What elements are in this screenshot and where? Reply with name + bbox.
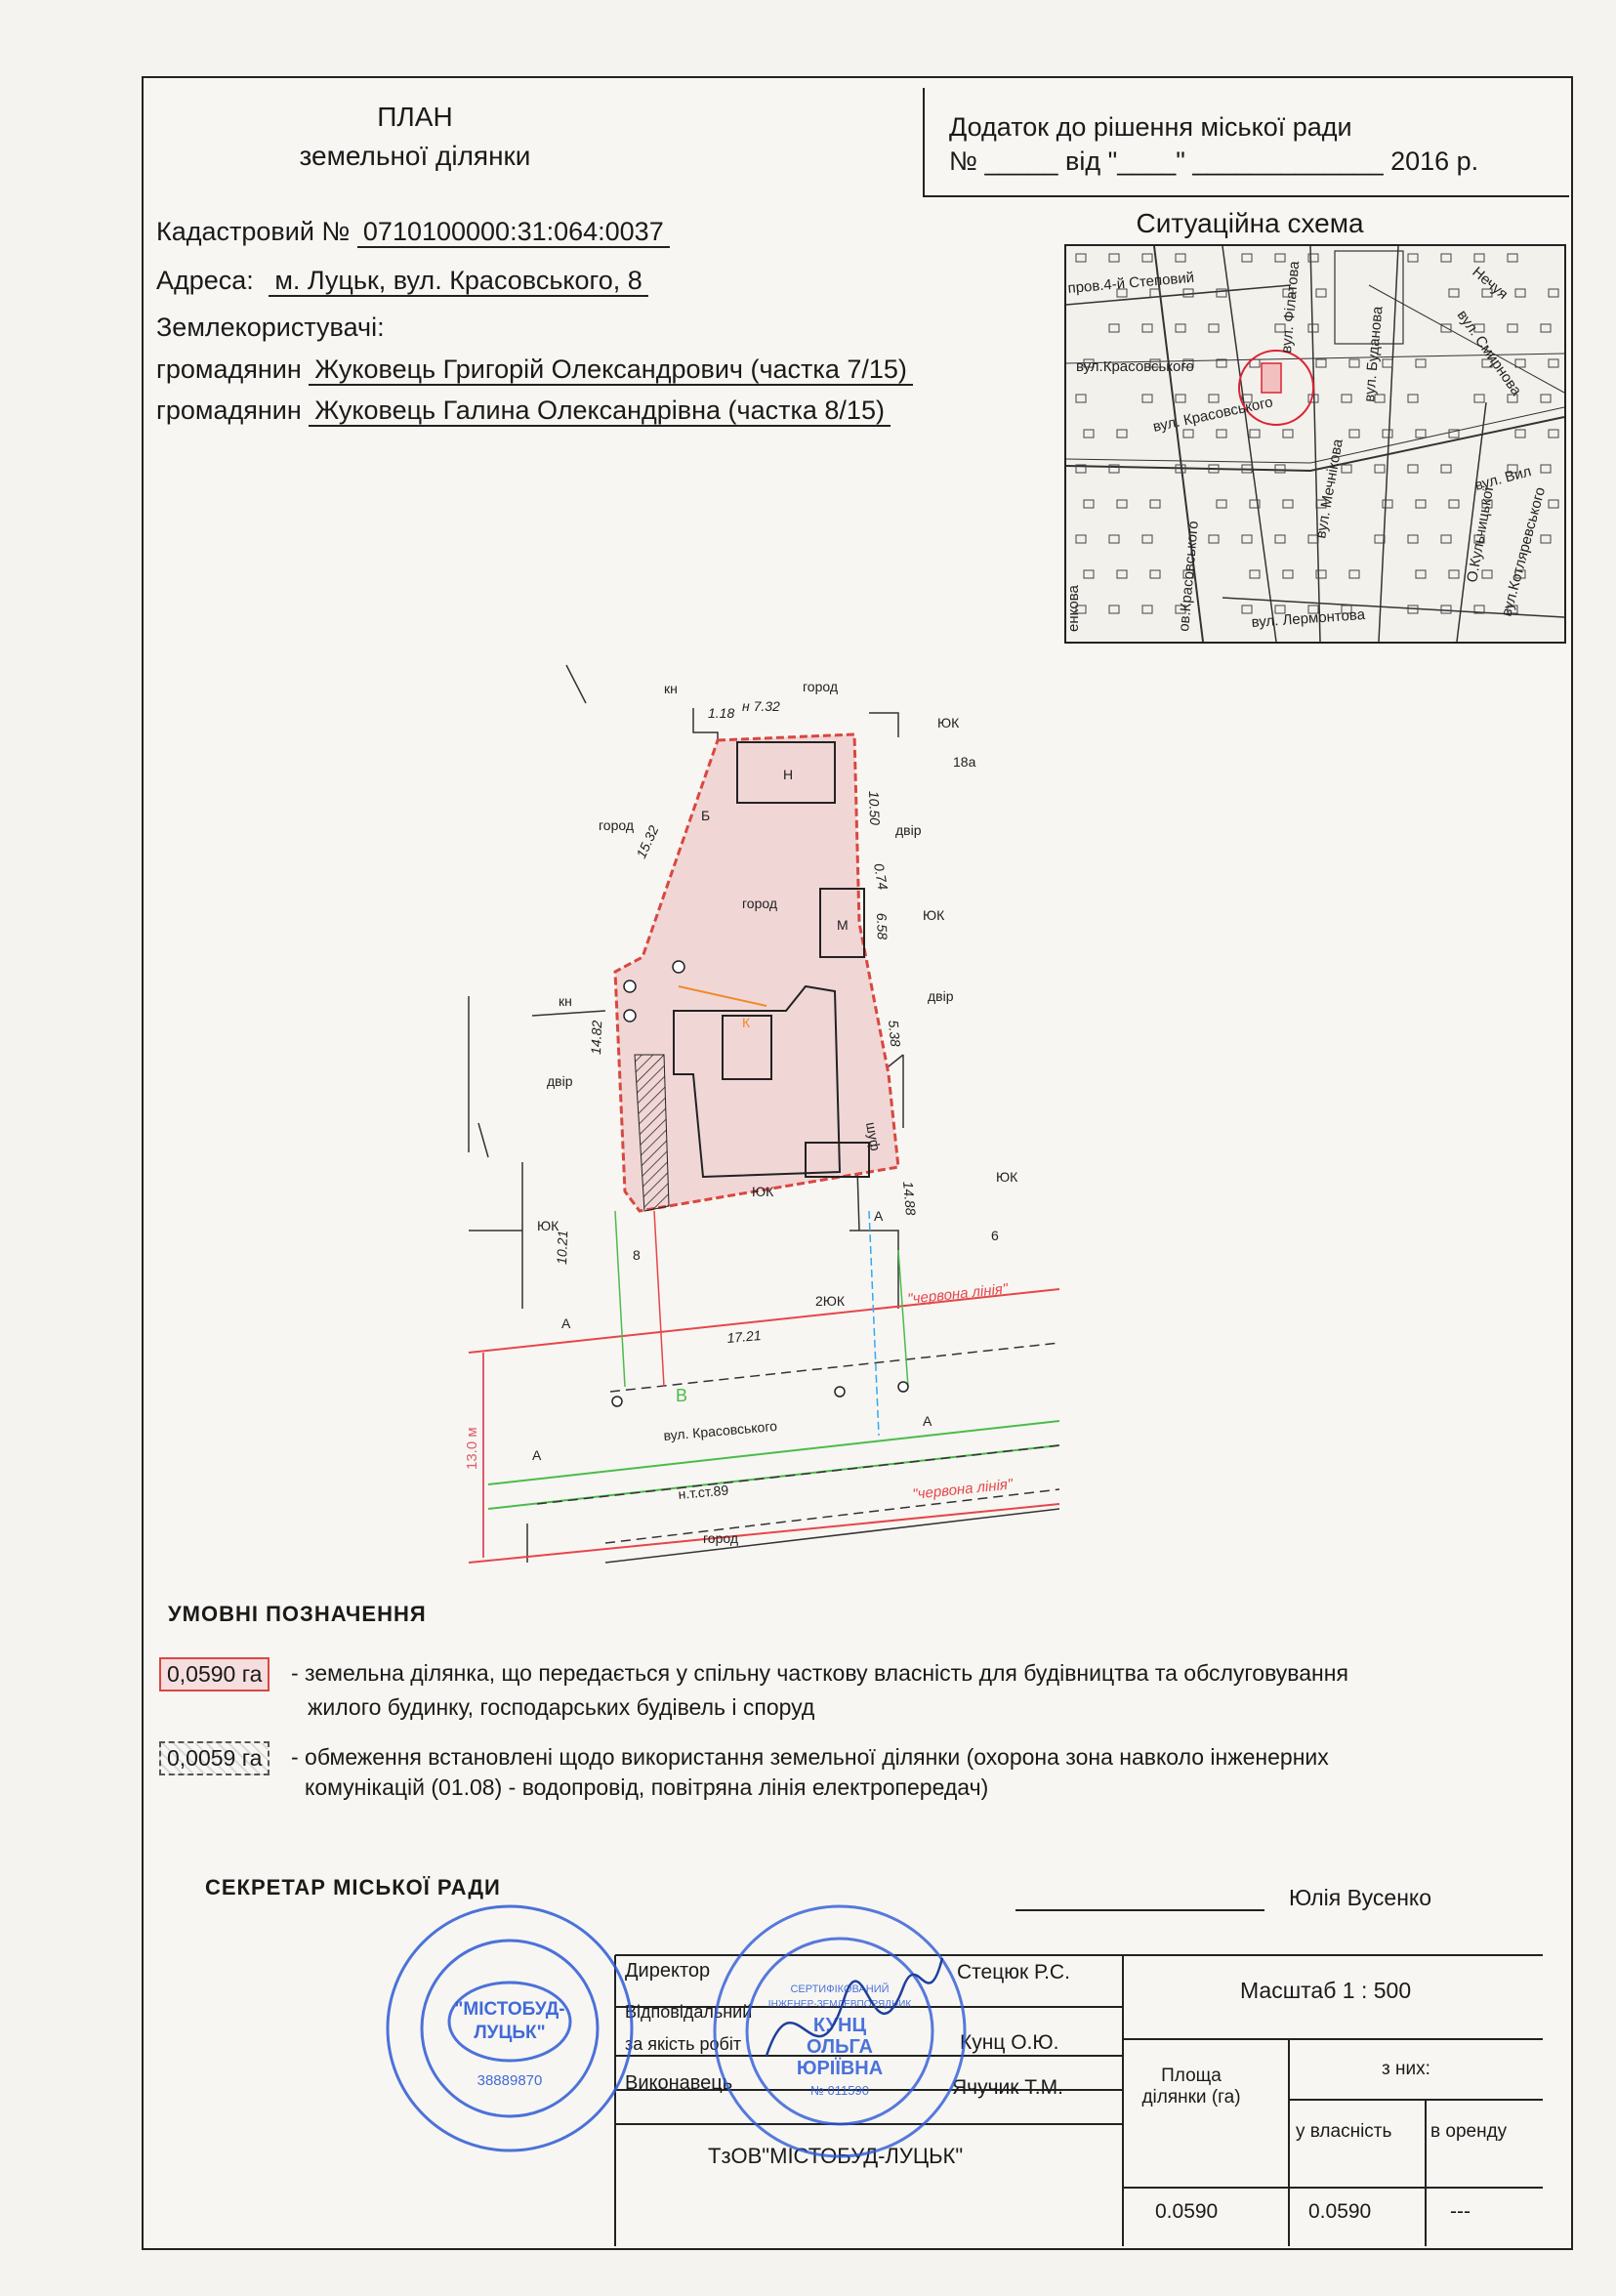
map-house-74 bbox=[1375, 465, 1385, 473]
of-them-label: з них: bbox=[1382, 2059, 1430, 2079]
executor-name: Ячучик Т.М. bbox=[952, 2076, 1063, 2099]
map-house-52 bbox=[1474, 395, 1484, 402]
map-house-72 bbox=[1275, 465, 1285, 473]
map-house-5 bbox=[1275, 254, 1285, 262]
parcel-plan bbox=[464, 664, 1094, 1582]
map-house-59 bbox=[1250, 430, 1260, 438]
map-house-30 bbox=[1541, 324, 1551, 332]
map-house-119 bbox=[1242, 605, 1252, 613]
lease-label: в оренду bbox=[1430, 2121, 1508, 2142]
dim-top1: 1.18 bbox=[708, 705, 735, 721]
seal2-center1: СЕРТИФІКОВАНИЙ bbox=[790, 1983, 890, 1995]
executor-label: Виконавець bbox=[625, 2072, 733, 2094]
label-yuk-far-right: ЮК bbox=[996, 1169, 1018, 1185]
label-dvir1: двір bbox=[895, 822, 922, 838]
map-house-54 bbox=[1541, 395, 1551, 402]
legend-item1-text2: жилого будинку, господарських будівель і споруд bbox=[308, 1694, 815, 1720]
map-house-46 bbox=[1209, 395, 1219, 402]
map-house-75 bbox=[1408, 465, 1418, 473]
map-house-9 bbox=[1474, 254, 1484, 262]
address-value: м. Луцьк, вул. Красовського, 8 bbox=[269, 266, 647, 297]
address-label: Адреса: bbox=[156, 266, 254, 295]
user2-name: Жуковець Галина Олександрівна (частка 8/15) bbox=[309, 396, 891, 427]
map-house-104 bbox=[1117, 570, 1127, 578]
user2-prefix: громадянин bbox=[156, 396, 302, 425]
label-gorod-center: город bbox=[742, 896, 778, 911]
map-house-65 bbox=[1515, 430, 1525, 438]
situation-title: Ситуаційна схема bbox=[1136, 208, 1364, 238]
label-2yuk: 2ЮК bbox=[815, 1293, 846, 1309]
seal1-code: 38889870 bbox=[477, 2072, 543, 2089]
area-header: Площа ділянки (га) bbox=[1141, 2066, 1241, 2108]
dim-14-82: 14.82 bbox=[588, 1020, 605, 1056]
map-house-100 bbox=[1441, 535, 1451, 543]
label-a-left: А bbox=[561, 1315, 571, 1331]
map-house-63 bbox=[1416, 430, 1426, 438]
label-kn1: кн bbox=[664, 681, 678, 696]
label-b: Б bbox=[701, 808, 711, 823]
street-label-10: ов.Красовського bbox=[1176, 520, 1202, 633]
map-house-13 bbox=[1183, 289, 1193, 297]
label-v: В bbox=[676, 1386, 688, 1405]
label-gorod-bottom: город bbox=[703, 1530, 739, 1546]
map-house-21 bbox=[1109, 324, 1119, 332]
plan-title bbox=[254, 98, 576, 176]
map-house-102 bbox=[1541, 535, 1551, 543]
map-house-88 bbox=[1449, 500, 1459, 508]
user1-prefix: громадянин bbox=[156, 355, 302, 384]
street-label-4: вул. Лермонтова bbox=[1251, 605, 1366, 631]
map-house-3 bbox=[1176, 254, 1185, 262]
street-label-6: вул. Буданова bbox=[1361, 305, 1387, 403]
street-label-13: Нечуя bbox=[1469, 264, 1512, 304]
map-house-17 bbox=[1449, 289, 1459, 297]
label-shuf: шуф bbox=[863, 1120, 884, 1152]
map-house-23 bbox=[1176, 324, 1185, 332]
annex-box bbox=[923, 88, 1569, 197]
street-label-7: вул. Філатова bbox=[1278, 260, 1304, 355]
director-name: Стецюк Р.С. bbox=[957, 1961, 1070, 1983]
street-label-1: вул.Красовського bbox=[1076, 358, 1194, 375]
map-house-55 bbox=[1084, 430, 1094, 438]
map-house-62 bbox=[1383, 430, 1392, 438]
map-house-117 bbox=[1142, 605, 1152, 613]
map-house-24 bbox=[1209, 324, 1219, 332]
street-label-12: вул.Котляревського bbox=[1498, 485, 1550, 619]
map-house-36 bbox=[1316, 359, 1326, 367]
map-house-19 bbox=[1515, 289, 1525, 297]
map-house-4 bbox=[1242, 254, 1252, 262]
map-house-103 bbox=[1084, 570, 1094, 578]
map-house-108 bbox=[1283, 570, 1293, 578]
legend-item1-text1: - земельна ділянка, що передається у спільну часткову власність для будівництва та обслуговування bbox=[291, 1660, 1348, 1686]
map-house-116 bbox=[1109, 605, 1119, 613]
map-house-49 bbox=[1342, 395, 1351, 402]
street-label-3: вул. Мечнікова bbox=[1312, 438, 1347, 540]
street-label-5: вул. Смирнова bbox=[1453, 307, 1525, 399]
label-width-13: 13.0 м bbox=[464, 1427, 480, 1470]
area-value: 0.0590 bbox=[1155, 2200, 1219, 2223]
legend-item2-area: 0,0059 га bbox=[159, 1741, 269, 1775]
dim-top2: н 7.32 bbox=[742, 698, 780, 714]
label-yuk-main: ЮК bbox=[752, 1184, 774, 1199]
map-house-111 bbox=[1416, 570, 1426, 578]
map-house-87 bbox=[1416, 500, 1426, 508]
map-house-82 bbox=[1217, 500, 1226, 508]
map-house-42 bbox=[1549, 359, 1558, 367]
map-house-92 bbox=[1109, 535, 1119, 543]
responsible-label2: за якість робіт bbox=[625, 2034, 742, 2054]
map-house-113 bbox=[1482, 570, 1492, 578]
map-house-81 bbox=[1150, 500, 1160, 508]
company-name: ТзОВ"МІСТОБУД-ЛУЦЬК" bbox=[708, 2144, 964, 2168]
company-seal bbox=[381, 1899, 640, 2158]
seal1-center2: ЛУЦЬК" bbox=[474, 2023, 546, 2043]
legend-item2-text2: комунікацій (01.08) - водопровід, повітряна лінія електропередач) bbox=[305, 1774, 989, 1800]
map-house-79 bbox=[1084, 500, 1094, 508]
map-house-58 bbox=[1217, 430, 1226, 438]
label-ntst: н.т.ст.89 bbox=[677, 1482, 729, 1502]
map-house-45 bbox=[1176, 395, 1185, 402]
ownership-value: 0.0590 bbox=[1308, 2200, 1372, 2223]
map-house-105 bbox=[1150, 570, 1160, 578]
secretary-label: СЕКРЕТАР МІСЬКОЇ РАДИ bbox=[205, 1875, 501, 1899]
secretary-signature-line bbox=[1015, 1909, 1264, 1911]
lease-value: --- bbox=[1450, 2200, 1471, 2223]
map-house-20 bbox=[1549, 289, 1558, 297]
map-house-38 bbox=[1383, 359, 1392, 367]
street-label-0: пров.4-й Степовий bbox=[1066, 269, 1195, 297]
map-house-37 bbox=[1349, 359, 1359, 367]
map-house-78 bbox=[1541, 465, 1551, 473]
site-marker bbox=[1262, 363, 1281, 393]
legend-item2-text1: - обмеження встановлені щодо використання земельної ділянки (охорона зона навколо інженерних bbox=[291, 1744, 1329, 1770]
map-house-7 bbox=[1408, 254, 1418, 262]
label-8: 8 bbox=[633, 1247, 641, 1263]
map-house-12 bbox=[1150, 289, 1160, 297]
map-house-110 bbox=[1349, 570, 1359, 578]
map-house-22 bbox=[1142, 324, 1152, 332]
label-street: вул. Красовського bbox=[662, 1417, 778, 1443]
map-house-80 bbox=[1117, 500, 1127, 508]
seal1-center1: "МІСТОБУД- bbox=[454, 1999, 565, 2020]
map-house-124 bbox=[1441, 605, 1451, 613]
map-house-57 bbox=[1183, 430, 1193, 438]
map-house-93 bbox=[1142, 535, 1152, 543]
plan-title-line1: ПЛАН bbox=[377, 102, 453, 132]
map-house-1 bbox=[1109, 254, 1119, 262]
map-house-66 bbox=[1549, 430, 1558, 438]
map-house-29 bbox=[1508, 324, 1517, 332]
dim-14-88: 14.88 bbox=[900, 1180, 920, 1217]
label-m: М bbox=[837, 917, 849, 933]
plan-title-line2: земельної ділянки bbox=[299, 141, 531, 171]
situation-map bbox=[1064, 244, 1566, 644]
label-yuk-left: ЮК bbox=[537, 1218, 559, 1233]
label-dvir-right: двір bbox=[928, 988, 954, 1004]
label-red-line2: "червона лінія" bbox=[911, 1476, 1014, 1503]
map-house-84 bbox=[1283, 500, 1293, 508]
map-house-112 bbox=[1449, 570, 1459, 578]
map-house-26 bbox=[1308, 324, 1318, 332]
map-house-73 bbox=[1342, 465, 1351, 473]
map-house-90 bbox=[1549, 500, 1558, 508]
map-house-39 bbox=[1416, 359, 1426, 367]
label-6: 6 bbox=[991, 1228, 999, 1243]
seal2-center3: КУНЦ bbox=[812, 2015, 867, 2036]
cadastral-number: 0710100000:31:064:0037 bbox=[357, 217, 670, 248]
seal2-center6: № 011590 bbox=[810, 2083, 869, 2098]
map-house-107 bbox=[1250, 570, 1260, 578]
street-label-8: О.Кульчицької bbox=[1464, 485, 1498, 584]
dim-0-74: 0.74 bbox=[871, 861, 891, 892]
seal2-center5: ЮРІЇВНА bbox=[796, 2058, 884, 2079]
engineer-seal bbox=[708, 1899, 972, 2163]
map-house-94 bbox=[1209, 535, 1219, 543]
label-yuk-top: ЮК bbox=[937, 715, 960, 731]
label-k: К bbox=[742, 1015, 751, 1030]
cadastral-label: Кадастровий № bbox=[156, 217, 351, 246]
seal2-center4: ОЛЬГА bbox=[807, 2036, 873, 2058]
user1-field bbox=[156, 355, 913, 385]
label-dvir-left: двір bbox=[547, 1073, 573, 1089]
map-house-8 bbox=[1441, 254, 1451, 262]
map-house-76 bbox=[1441, 465, 1451, 473]
map-house-0 bbox=[1076, 254, 1086, 262]
dim-10-21: 10.21 bbox=[554, 1230, 571, 1266]
label-kn2: кн bbox=[559, 993, 572, 1009]
map-house-96 bbox=[1275, 535, 1285, 543]
director-label: Директор bbox=[625, 1960, 711, 1982]
label-18a: 18а bbox=[953, 754, 976, 770]
street-label-9: вул. Вил bbox=[1472, 463, 1534, 494]
label-gorod-top: город bbox=[803, 679, 839, 694]
label-a-bottom-left: А bbox=[532, 1447, 542, 1463]
user2-field bbox=[156, 396, 891, 426]
map-house-43 bbox=[1076, 395, 1086, 402]
responsible-label1: Відповідальний bbox=[625, 2002, 753, 2022]
label-a-right: А bbox=[923, 1413, 932, 1429]
cadastral-field bbox=[156, 217, 670, 247]
secretary-name: Юлія Вусенко bbox=[1289, 1885, 1432, 1910]
users-label: Землекористувачі: bbox=[156, 313, 385, 342]
map-house-86 bbox=[1383, 500, 1392, 508]
label-n: Н bbox=[783, 767, 794, 782]
label-yuk-right: ЮК bbox=[923, 907, 945, 923]
annex-line1: Додаток до рішення міської ради bbox=[949, 112, 1352, 142]
responsible-name: Кунц О.Ю. bbox=[960, 2031, 1059, 2054]
map-house-2 bbox=[1142, 254, 1152, 262]
map-house-95 bbox=[1242, 535, 1252, 543]
dim-17-21: 17.21 bbox=[725, 1326, 763, 1346]
street-label-2: вул. Красовського bbox=[1151, 394, 1275, 436]
dim-15-32: 15.32 bbox=[633, 822, 662, 861]
address-field bbox=[156, 266, 648, 296]
map-house-16 bbox=[1316, 289, 1326, 297]
legend-item1-area: 0,0590 га bbox=[159, 1657, 269, 1691]
map-house-44 bbox=[1142, 395, 1152, 402]
user1-name: Жуковець Григорій Олександрович (частка 7/15) bbox=[309, 355, 913, 386]
map-house-91 bbox=[1076, 535, 1086, 543]
scale-label: Масштаб 1 : 500 bbox=[1240, 1978, 1412, 2003]
ownership-label: у власність bbox=[1296, 2121, 1392, 2142]
map-house-61 bbox=[1349, 430, 1359, 438]
situation-map-svg bbox=[1066, 246, 1564, 642]
map-house-99 bbox=[1408, 535, 1418, 543]
seal2-center2: ІНЖЕНЕР-ЗЕМЛЕВПОРЯДНИК bbox=[767, 1999, 912, 2010]
map-house-60 bbox=[1283, 430, 1293, 438]
map-house-56 bbox=[1117, 430, 1127, 438]
legend-title: УМОВНІ ПОЗНАЧЕННЯ bbox=[168, 1602, 427, 1626]
label-red-line1: "червона лінія" bbox=[906, 1280, 1009, 1308]
street-label-11: енкова bbox=[1065, 585, 1082, 632]
map-house-10 bbox=[1508, 254, 1517, 262]
map-house-51 bbox=[1408, 395, 1418, 402]
label-gorod-left: город bbox=[599, 817, 635, 833]
dim-5-38: 5.38 bbox=[886, 1019, 904, 1048]
annex-line2: № _____ від "____" _____________ 2016 р. bbox=[949, 146, 1479, 176]
red-line-bottom bbox=[469, 1504, 1059, 1563]
dim-6-58: 6.58 bbox=[874, 912, 891, 940]
label-a1: А bbox=[874, 1208, 884, 1224]
dim-10-50: 10.50 bbox=[866, 790, 884, 826]
